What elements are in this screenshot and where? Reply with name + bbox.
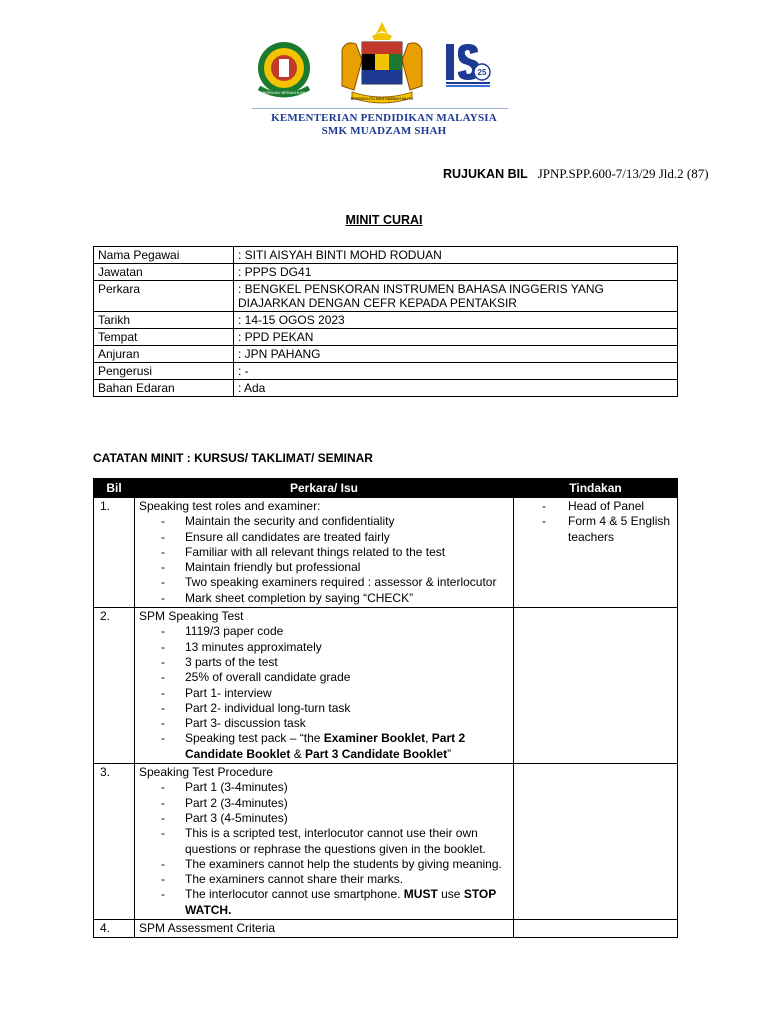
list-item: - Part 2- individual long-turn task (161, 701, 509, 716)
action-item: - Head of Panel (542, 499, 673, 514)
row-action (514, 764, 678, 920)
row-heading: SPM Assessment Criteria (139, 921, 276, 936)
row-number: 1. (94, 498, 135, 608)
list-item: - Part 3 (4-5minutes) (161, 811, 509, 826)
info-value: : - (234, 363, 678, 380)
list-item: - This is a scripted test, interlocutor cannot use their own questions or rephrase the questions given in the booklet. (161, 826, 509, 857)
minutes-table (93, 478, 678, 938)
pack-bold-examiner: Examiner Booklet (323, 731, 426, 746)
info-key: Tempat (94, 329, 234, 346)
pack-bold-part3: Part 3 Candidate Booklet (305, 746, 448, 761)
list-item: - Two speaking examiners required : assessor & interlocutor (161, 575, 509, 590)
header-bil: Bil (94, 479, 135, 498)
issue-list (139, 780, 509, 918)
issue-list (139, 514, 509, 606)
header-issue: Perkara/ Isu (135, 479, 514, 498)
info-row (94, 312, 678, 329)
crest-motto: BERILMU BERAKHLAK (262, 90, 306, 95)
info-key: Nama Pegawai (94, 247, 234, 264)
info-value: : PPD PEKAN (234, 329, 678, 346)
list-item: - Part 1 (3-4minutes) (161, 780, 509, 795)
info-row (94, 363, 678, 380)
minutes-row (94, 608, 678, 764)
minutes-row (94, 498, 678, 608)
action-list (518, 499, 673, 545)
minutes-subtitle: CATATAN MINIT : KURSUS/ TAKLIMAT/ SEMINAR (93, 451, 373, 465)
info-table (93, 246, 678, 397)
logo-bar (0, 38, 768, 108)
list-item: - 13 minutes approximately (161, 640, 509, 655)
reference-value: JPNP.SPP.600-7/13/29 Jld.2 (87) (537, 166, 709, 181)
list-item: - The examiners cannot help the students by giving meaning. (161, 857, 509, 872)
row-heading: Speaking Test Procedure (139, 765, 273, 780)
info-value: : PPPS DG41 (234, 264, 678, 281)
row-issue (135, 920, 514, 938)
pack-text: & (290, 746, 306, 761)
info-key: Perkara (94, 281, 234, 312)
info-row (94, 380, 678, 397)
reference-line (443, 166, 709, 182)
row-issue (135, 608, 514, 764)
reference-label: RUJUKAN BIL (443, 167, 528, 181)
info-row (94, 247, 678, 264)
list-item: - Part 3- discussion task (161, 716, 509, 731)
info-row (94, 329, 678, 346)
list-item: - Ensure all candidates are treated fairly (161, 530, 509, 545)
row-number: 3. (94, 764, 135, 920)
issue-list (139, 624, 509, 762)
info-value: : BENGKEL PENSKORAN INSTRUMEN BAHASA INGGERIS YANG DIAJARKAN DENGAN CEFR KEPADA PENTAKSIR (234, 281, 678, 312)
list-item: - Maintain the security and confidentiality (161, 514, 509, 529)
list-item: - Part 2 (3-4minutes) (161, 796, 509, 811)
ministry-name: KEMENTERIAN PENDIDIKAN MALAYSIA (271, 112, 497, 124)
list-item-smartphone (161, 887, 509, 918)
row-number: 2. (94, 608, 135, 764)
header-divider (252, 108, 508, 109)
school-crest-icon (255, 40, 313, 100)
info-key: Bahan Edaran (94, 380, 234, 397)
row-heading: Speaking test roles and examiner: (139, 499, 321, 513)
pack-text: Speaking test pack – “the (185, 731, 324, 746)
row-number: 4. (94, 920, 135, 938)
minutes-header-row (94, 479, 678, 498)
list-item: - 25% of overall candidate grade (161, 670, 509, 685)
row-action (514, 498, 678, 608)
list-item: - 3 parts of the test (161, 655, 509, 670)
row-issue (135, 764, 514, 920)
list-item: - 1119/3 paper code (161, 624, 509, 639)
iso-number: 25 (477, 68, 487, 77)
list-item: - Part 1- interview (161, 686, 509, 701)
rule-bold-stopwatch: STOP WATCH. (185, 887, 497, 917)
list-item: - Familiar with all relevant things related to the test (161, 545, 509, 560)
list-item-speaking-pack (161, 731, 509, 762)
list-item: - Mark sheet completion by saying “CHECK” (161, 591, 509, 606)
action-item: - Form 4 & 5 English teachers (542, 514, 673, 545)
info-value: : 14-15 OGOS 2023 (234, 312, 678, 329)
info-key: Anjuran (94, 346, 234, 363)
minutes-row (94, 920, 678, 938)
rule-bold-must: MUST (403, 887, 438, 902)
row-heading: SPM Speaking Test (139, 609, 244, 624)
info-key: Tarikh (94, 312, 234, 329)
rule-text: The interlocutor cannot use smartphone. (185, 887, 404, 902)
info-row (94, 346, 678, 363)
header-action: Tindakan (514, 479, 678, 498)
document-title: MINIT CURAI (345, 213, 423, 227)
info-value: : SITI AISYAH BINTI MOHD RODUAN (234, 247, 678, 264)
info-row (94, 264, 678, 281)
row-action (514, 920, 678, 938)
malaysia-coat-of-arms-icon (332, 20, 432, 108)
info-value: : Ada (234, 380, 678, 397)
arms-motto: BERSEKUTU BERTAMBAH MUTU (350, 96, 414, 101)
minutes-row (94, 764, 678, 920)
info-key: Pengerusi (94, 363, 234, 380)
info-value: : JPN PAHANG (234, 346, 678, 363)
list-item: - Maintain friendly but professional (161, 560, 509, 575)
pack-text: , (425, 731, 432, 746)
pack-bold-part2: Part 2 Candidate Booklet (185, 731, 466, 761)
pack-text: ” (447, 746, 452, 761)
row-issue (135, 498, 514, 608)
school-name: SMK MUADZAM SHAH (321, 125, 447, 137)
info-key: Jawatan (94, 264, 234, 281)
list-item: - The examiners cannot share their marks. (161, 872, 509, 887)
row-action (514, 608, 678, 764)
info-row (94, 281, 678, 312)
iso-certification-icon (444, 42, 492, 88)
rule-text: use (437, 887, 464, 902)
